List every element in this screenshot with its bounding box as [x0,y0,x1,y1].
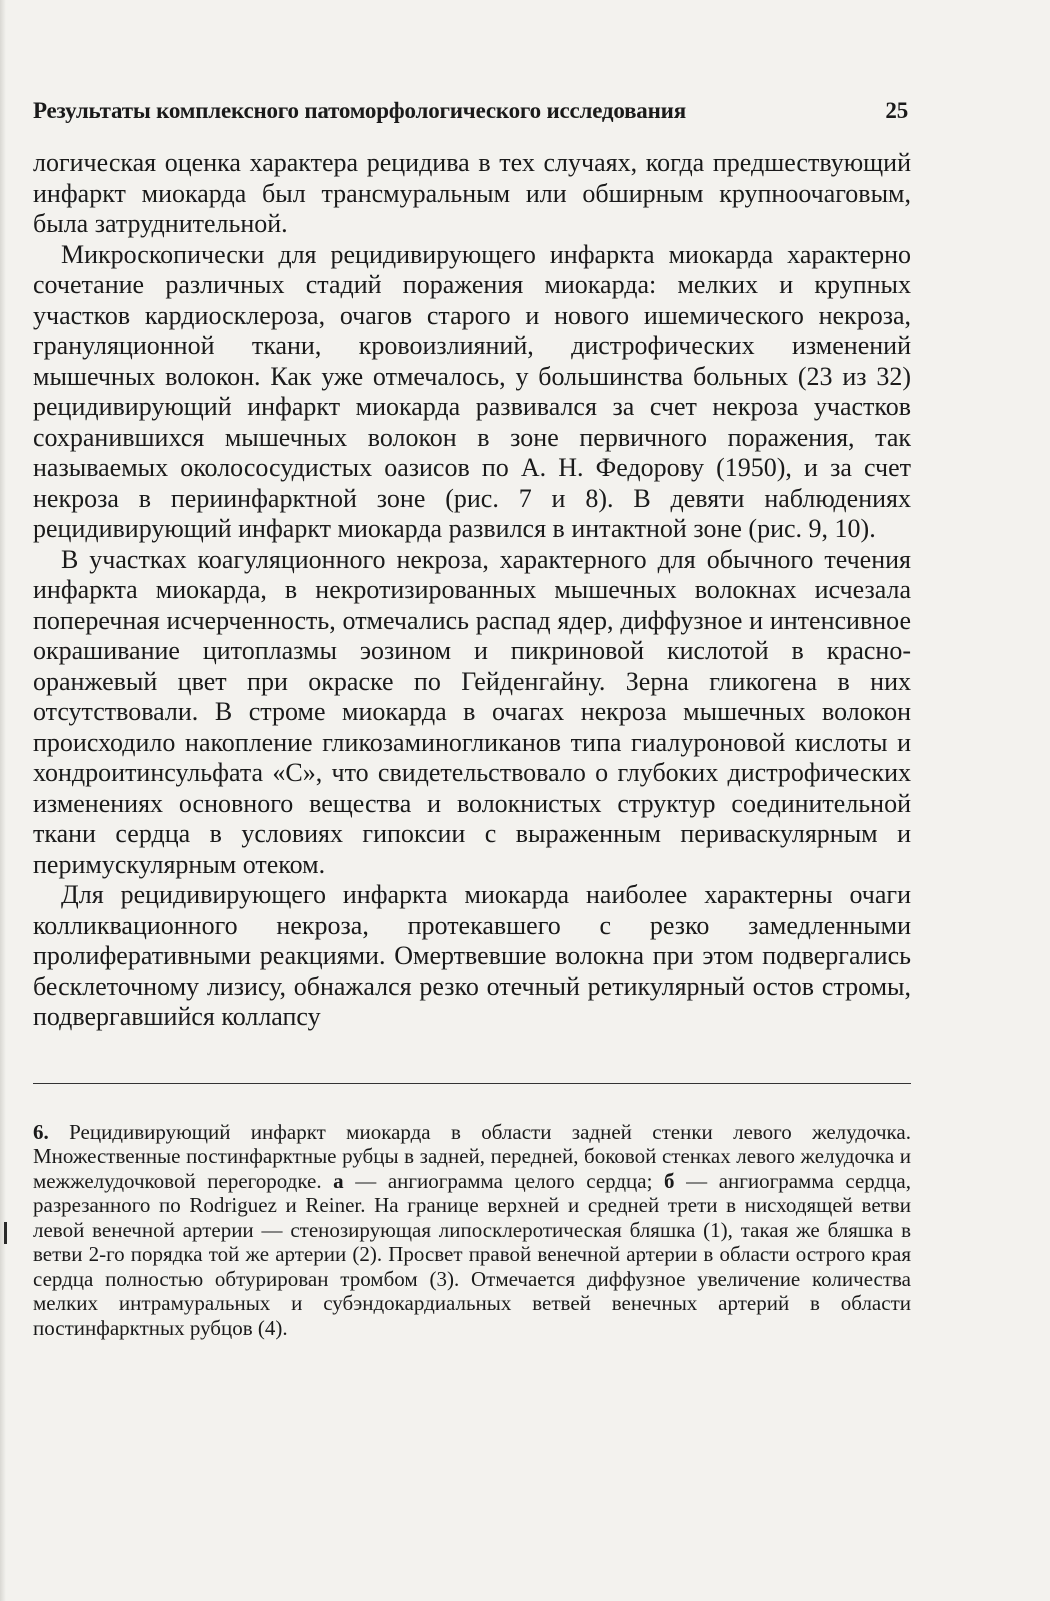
caption-label-b: б [664,1168,675,1193]
book-page [33,98,911,1340]
footnote-rule [33,1083,911,1084]
running-header-title: Результаты комплексного патоморфологического исследования [33,98,686,123]
running-header [33,98,911,124]
caption-label-a: а [333,1168,344,1193]
figure-number: 6. [33,1119,49,1144]
page-number: 25 [885,98,908,123]
caption-text-a: — ангиограмма целого сердца; [343,1168,665,1193]
paragraph-4: Для рецидивирующего инфаркта миокарда наиболее характерны очаги колликвационного некроза, протекавшего с резко замедленными пролиферативными реакциями. Омертвевшие волокна при этом подвергались бесклеточному лизису, обнажался резко отечный ретикулярный остов стромы, подвергавшийся коллапсу [33,880,911,1031]
paragraph-1: логическая оценка характера рецидива в тех случаях, когда предшествующий инфаркт миокарда был трансмуральным или обширным крупноочаговым, была затруднительной. [33,148,911,238]
main-text [33,148,911,1033]
caption-text-main: Рецидивирующий инфаркт миокарда в области задней стенки левого желудочка. Множественные постинфарктные рубцы в задней, передней, боковой стенках левого желудочка и межжелудочковой перегородке. [33,1119,912,1193]
caption-text-b: — ангиограмма сердца, разрезанного по Rodriguez и Reiner. На границе верхней и средней трети в нисходящей ветви левой венечной артерии — стенозирующая липосклеротическая бляшка (1), такая же бляшка в ветви 2-го порядка той же артерии (2). Просвет правой венечной артерии в области острого края сердца полностью обтурирован тромбом (3). Отмечается диффузное увеличение количества мелких интрамуральных и субэндокардиальных ветвей венечных артерий в области постинфарктных рубцов (4). [33,1168,912,1340]
figure-caption [33,1120,911,1341]
paragraph-3: В участках коагуляционного некроза, характерного для обычного течения инфаркта миокарда, в некротизированных мышечных волокнах исчезала поперечная исчерченность, отмечались распад ядер, диффузное и интенсивное окрашивание цитоплазмы эозином и пикриновой кислотой в красно-оранжевый цвет при окраске по Гейденгайну. Зерна гликогена в них отсутствовали. В строме миокарда в очагах некроза мышечных волокон происходило накопление гликозаминогликанов типа гиалуроновой кислоты и хондроитинсульфата «С», что свидетельствовало о глубоких дистрофических изменениях основного вещества и волокнистых структур соединительной ткани сердца в условиях гипоксии с выраженным периваскулярным и перимускулярным отеком. [33,544,911,879]
paragraph-2: Микроскопически для рецидивирующего инфаркта миокарда характерно сочетание различных стадий поражения миокарда: мелких и крупных участков кардиосклероза, очагов старого и нового ишемического некроза, грануляционной ткани, кровоизлияний, дистрофических изменений мышечных волокон. Как уже отмечалось, у большинства больных (23 из 32) рецидивирующий инфаркт миокарда развивался за счет некроза участков сохранившихся мышечных волокон в зоне первичного поражения, так называемых околососудистых оазисов по А. Н. Федорову (1950), и за счет некроза в периинфарктной зоне (рис. 7 и 8). В девяти наблюдениях рецидивирующий инфаркт миокарда развился в интактной зоне (рис. 9, 10). [33,239,911,543]
scan-edge [0,0,6,1601]
margin-mark [4,1222,7,1244]
